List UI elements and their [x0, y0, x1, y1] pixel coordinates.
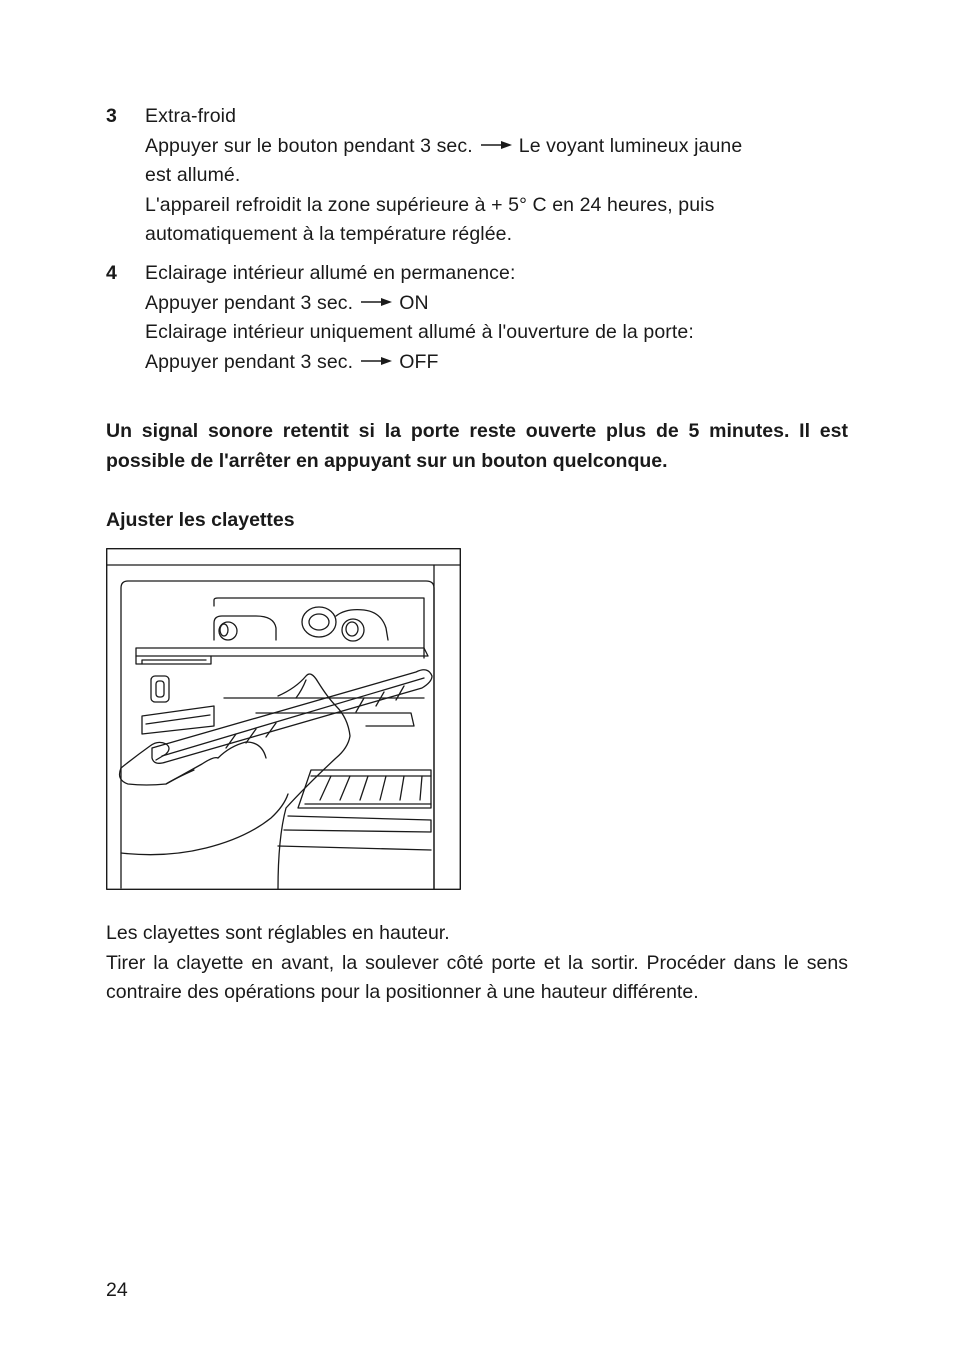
item-4-title: Eclairage intérieur allumé en permanence: — [145, 262, 516, 284]
item-3-instruction — [145, 132, 805, 162]
item-3-line4: automatiquement à la température réglée. — [145, 223, 513, 246]
warning-line-1: Un signal sonore retentit si la porte reste ouverte plus de 5 minutes. Il est — [106, 420, 848, 442]
shelf-instructions — [106, 919, 848, 1008]
shelf-text-line-2: Tirer la clayette en avant, la soulever côté porte et la sortir. Procéder dans le sens — [106, 951, 848, 974]
item-4-off-instruction — [145, 348, 805, 378]
item-4-off-label: OFF — [399, 350, 439, 373]
item-3-line3: L'appareil refroidit la zone supérieure à + 5° C en 24 heures, puis — [145, 193, 715, 216]
shelf-adjustment-illustration — [106, 548, 461, 890]
item-4-press-on-text: Appuyer pendant 3 sec. — [145, 291, 354, 314]
shelf-text-line-1: Les clayettes sont réglables en hauteur. — [106, 922, 450, 944]
arrow-right-icon — [481, 139, 513, 151]
item-3-number: 3 — [106, 105, 117, 127]
item-3-line2: est allumé. — [145, 164, 241, 187]
section-heading: Ajuster les clayettes — [106, 509, 295, 531]
item-4-subtitle: Eclairage intérieur uniquement allumé à l'ouverture de la porte: — [145, 321, 694, 344]
item-3-title: Extra-froid — [145, 105, 237, 127]
item-4-on-instruction — [145, 289, 805, 319]
arrow-right-icon — [361, 355, 393, 367]
item-3-press-text: Appuyer sur le bouton pendant 3 sec. — [145, 134, 473, 157]
page-number: 24 — [106, 1279, 128, 1301]
item-3-result-text: Le voyant lumineux jaune — [518, 134, 743, 157]
item-4-on-label: ON — [399, 291, 429, 314]
item-3-body — [145, 102, 805, 250]
shelf-text-line-3: contraire des opérations pour la positionner à une hauteur différente. — [106, 981, 699, 1004]
arrow-right-icon — [361, 296, 393, 308]
door-alarm-warning — [106, 417, 848, 476]
item-4-number: 4 — [106, 262, 117, 284]
item-4-press-off-text: Appuyer pendant 3 sec. — [145, 350, 354, 373]
warning-line-2: possible de l'arrêter en appuyant sur un bouton quelconque. — [106, 449, 668, 472]
item-4-body — [145, 259, 805, 377]
